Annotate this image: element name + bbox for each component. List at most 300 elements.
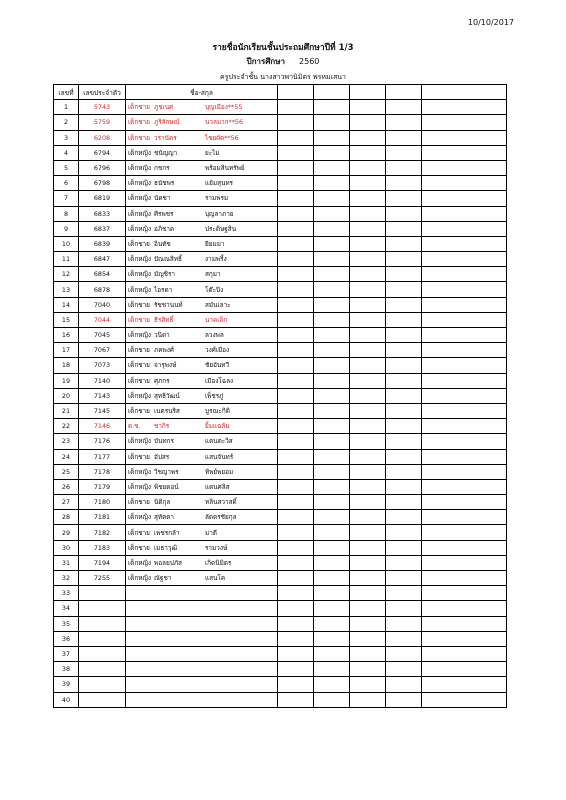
gender-title: เด็กหญิง: [128, 558, 151, 567]
student-id: [79, 601, 126, 616]
student-name: [126, 555, 278, 570]
blank-cell: [350, 419, 386, 434]
blank-column-header: [386, 85, 422, 100]
blank-cell: [386, 373, 422, 388]
table-row: [54, 160, 507, 175]
blank-cell: [314, 555, 350, 570]
blank-cell: [350, 191, 386, 206]
blank-cell: [278, 616, 314, 631]
last-name: บุญเมือง**55: [205, 103, 243, 112]
blank-cell: [278, 510, 314, 525]
last-name: รามพรม: [205, 194, 229, 203]
last-name: แย้มสุนทร: [205, 179, 233, 188]
gender-title: เด็กหญิง: [128, 224, 151, 233]
blank-cell: [422, 115, 507, 130]
blank-cell: [278, 252, 314, 267]
blank-cell: [422, 571, 507, 586]
student-id: [79, 692, 126, 707]
table-row: [54, 206, 507, 221]
first-name: ปัณณสิทธิ์: [154, 255, 182, 264]
blank-cell: [422, 616, 507, 631]
student-id: [79, 616, 126, 631]
blank-cell: [422, 176, 507, 191]
blank-cell: [422, 221, 507, 236]
blank-cell: [278, 388, 314, 403]
last-name: แดนตะวิส: [205, 437, 233, 446]
table-row: [54, 495, 507, 510]
row-number: 17: [54, 343, 79, 358]
blank-cell: [350, 145, 386, 160]
last-name: ลวงพล: [205, 331, 224, 340]
student-name: [126, 252, 278, 267]
blank-cell: [278, 328, 314, 343]
blank-cell: [422, 525, 507, 540]
gender-title: เด็กหญิง: [128, 513, 151, 522]
blank-cell: [386, 419, 422, 434]
row-number: 4: [54, 145, 79, 160]
academic-year-label: ปีการศึกษา: [246, 57, 286, 66]
blank-cell: [350, 130, 386, 145]
first-name: ภคพงศ์: [154, 346, 174, 355]
blank-cell: [422, 343, 507, 358]
blank-cell: [350, 358, 386, 373]
gender-title: เด็กหญิง: [128, 482, 151, 491]
student-name: [126, 510, 278, 525]
table-row: [54, 616, 507, 631]
table-row: [54, 540, 507, 555]
table-row: [54, 388, 507, 403]
blank-cell: [422, 236, 507, 251]
blank-cell: [278, 540, 314, 555]
student-name: [126, 662, 278, 677]
first-name: อินทัช: [154, 239, 171, 248]
blank-cell: [278, 434, 314, 449]
blank-cell: [386, 206, 422, 221]
blank-cell: [386, 115, 422, 130]
blank-cell: [386, 464, 422, 479]
blank-cell: [386, 282, 422, 297]
row-number: 28: [54, 510, 79, 525]
row-number: 35: [54, 616, 79, 631]
academic-year-value: 2560: [299, 57, 320, 66]
row-number: 6: [54, 176, 79, 191]
blank-cell: [278, 312, 314, 327]
blank-cell: [278, 525, 314, 540]
blank-cell: [350, 388, 386, 403]
blank-cell: [350, 115, 386, 130]
blank-cell: [314, 297, 350, 312]
blank-cell: [314, 236, 350, 251]
last-name: เพ็ชรภู่: [205, 391, 224, 400]
blank-cell: [422, 601, 507, 616]
blank-cell: [350, 343, 386, 358]
table-row: [54, 631, 507, 646]
student-name: [126, 677, 278, 692]
blank-cell: [386, 176, 422, 191]
blank-cell: [278, 646, 314, 661]
blank-cell: [350, 540, 386, 555]
blank-cell: [386, 358, 422, 373]
blank-cell: [386, 191, 422, 206]
row-number: 13: [54, 282, 79, 297]
student-name: [126, 130, 278, 145]
student-name: [126, 343, 278, 358]
row-number: 3: [54, 130, 79, 145]
blank-cell: [350, 252, 386, 267]
gender-title: เด็กหญิง: [128, 270, 151, 279]
student-name: [126, 115, 278, 130]
column-header-student-id: เลขประจำตัว: [79, 85, 126, 100]
row-number: 18: [54, 358, 79, 373]
last-name: นวลมาก**56: [205, 118, 244, 127]
first-name: พิชยดอน์: [154, 482, 179, 491]
first-name: นัดชา: [154, 194, 171, 203]
blank-cell: [314, 419, 350, 434]
student-id: 7181: [79, 510, 126, 525]
row-number: 26: [54, 479, 79, 494]
blank-cell: [350, 176, 386, 191]
blank-cell: [422, 267, 507, 282]
blank-cell: [386, 540, 422, 555]
student-name: [126, 449, 278, 464]
blank-cell: [278, 358, 314, 373]
table-row: [54, 236, 507, 251]
blank-cell: [386, 145, 422, 160]
blank-cell: [386, 479, 422, 494]
row-number: 25: [54, 464, 79, 479]
row-number: 2: [54, 115, 79, 130]
student-id: [79, 631, 126, 646]
first-name: พอลยปภัส: [154, 558, 182, 567]
table-row: [54, 555, 507, 570]
blank-cell: [422, 510, 507, 525]
blank-cell: [386, 221, 422, 236]
roster-body: [54, 100, 507, 708]
blank-cell: [422, 495, 507, 510]
last-name: แดนศลิส: [205, 482, 230, 491]
blank-cell: [386, 616, 422, 631]
blank-column-header: [422, 85, 507, 100]
student-id: 7177: [79, 449, 126, 464]
blank-cell: [386, 662, 422, 677]
table-row: [54, 586, 507, 601]
table-row: [54, 373, 507, 388]
blank-cell: [278, 176, 314, 191]
blank-cell: [314, 176, 350, 191]
last-name: สกุมา: [205, 270, 221, 279]
student-name: [126, 601, 278, 616]
first-name: ภูชเนศ: [154, 103, 174, 112]
first-name: ณัฐชา: [154, 574, 172, 583]
blank-cell: [350, 267, 386, 282]
blank-cell: [350, 510, 386, 525]
blank-cell: [422, 662, 507, 677]
blank-cell: [314, 525, 350, 540]
gender-title: เด็กหญิง: [128, 209, 151, 218]
last-name: บูรณะกิติ: [205, 407, 230, 416]
gender-title: เด็กชาย: [128, 103, 150, 112]
student-name: [126, 267, 278, 282]
last-name: เมืองโฉลง: [205, 376, 234, 385]
table-row: [54, 571, 507, 586]
blank-cell: [314, 267, 350, 282]
first-name: เพชรกล้า: [154, 528, 180, 537]
row-number: 31: [54, 555, 79, 570]
homeroom-teacher: ครูประจำชั้น นางสาวพานิมิตร พรหมเสนา: [220, 73, 346, 81]
blank-cell: [278, 206, 314, 221]
row-number: 1: [54, 100, 79, 115]
blank-cell: [278, 191, 314, 206]
blank-cell: [314, 403, 350, 418]
blank-cell: [350, 282, 386, 297]
student-id: 6837: [79, 221, 126, 236]
student-name: [126, 328, 278, 343]
gender-title: เด็กชาย: [128, 133, 150, 142]
first-name: เมธาวุฒิ: [154, 543, 178, 552]
last-name: ลัดดรชัยกุล: [205, 513, 237, 522]
table-row: [54, 328, 507, 343]
student-name: [126, 297, 278, 312]
blank-column-header: [314, 85, 350, 100]
blank-cell: [386, 236, 422, 251]
student-name: [126, 191, 278, 206]
column-header-name: ชื่อ-สกุล: [126, 85, 278, 100]
gender-title: เด็กหญิง: [128, 194, 151, 203]
blank-cell: [386, 631, 422, 646]
gender-title: เด็กหญิง: [128, 255, 151, 264]
blank-cell: [314, 312, 350, 327]
blank-cell: [314, 115, 350, 130]
blank-cell: [422, 631, 507, 646]
column-header-number: เลขที่: [54, 85, 79, 100]
blank-cell: [314, 479, 350, 494]
last-name: ชัยอันทวี: [205, 361, 230, 370]
row-number: 37: [54, 646, 79, 661]
blank-cell: [386, 586, 422, 601]
student-id: 7194: [79, 555, 126, 570]
student-name: [126, 160, 278, 175]
blank-cell: [278, 160, 314, 175]
student-name: [126, 631, 278, 646]
first-name: กชกร: [154, 164, 170, 173]
student-id: [79, 662, 126, 677]
blank-cell: [422, 540, 507, 555]
first-name: ศิรพชร: [154, 209, 174, 218]
student-name: [126, 312, 278, 327]
blank-cell: [422, 479, 507, 494]
blank-cell: [386, 100, 422, 115]
blank-cell: [422, 555, 507, 570]
student-id: 6796: [79, 160, 126, 175]
blank-cell: [350, 571, 386, 586]
first-name: ชากิร: [154, 422, 170, 431]
student-name: [126, 525, 278, 540]
row-number: 15: [54, 312, 79, 327]
blank-cell: [314, 221, 350, 236]
blank-cell: [278, 662, 314, 677]
blank-cell: [350, 677, 386, 692]
blank-cell: [386, 449, 422, 464]
blank-cell: [350, 601, 386, 616]
blank-cell: [386, 343, 422, 358]
table-row: [54, 176, 507, 191]
student-name: [126, 145, 278, 160]
blank-cell: [278, 495, 314, 510]
blank-cell: [422, 464, 507, 479]
table-row: [54, 646, 507, 661]
blank-cell: [350, 555, 386, 570]
blank-cell: [386, 692, 422, 707]
first-name: สุทัตดา: [154, 513, 175, 522]
row-number: 5: [54, 160, 79, 175]
student-name: [126, 176, 278, 191]
gender-title: ด.ช.: [128, 422, 141, 431]
print-date: 10/10/2017: [467, 18, 514, 27]
blank-cell: [314, 343, 350, 358]
last-name: รามวงษ์: [205, 543, 228, 552]
student-id: 6794: [79, 145, 126, 160]
student-id: 6798: [79, 176, 126, 191]
blank-cell: [278, 677, 314, 692]
student-id: 7176: [79, 434, 126, 449]
row-number: 34: [54, 601, 79, 616]
student-name: [126, 221, 278, 236]
gender-title: เด็กชาย: [128, 361, 150, 370]
student-name: [126, 692, 278, 707]
blank-cell: [386, 297, 422, 312]
student-id: 7073: [79, 358, 126, 373]
blank-cell: [314, 677, 350, 692]
last-name: ยียมมา: [205, 239, 225, 248]
row-number: 19: [54, 373, 79, 388]
student-name: [126, 373, 278, 388]
last-name: แสนโค: [205, 574, 226, 583]
blank-cell: [422, 373, 507, 388]
student-id: 6819: [79, 191, 126, 206]
gender-title: เด็กชาย: [128, 315, 150, 324]
row-number: 21: [54, 403, 79, 418]
student-id: 7067: [79, 343, 126, 358]
last-name: ไชยผัด**56: [205, 133, 239, 142]
blank-cell: [278, 464, 314, 479]
student-name: [126, 358, 278, 373]
table-row: [54, 677, 507, 692]
last-name: เกิดนิมิตร: [205, 558, 232, 567]
blank-cell: [386, 160, 422, 175]
blank-cell: [422, 100, 507, 115]
first-name: วิชญาพร: [154, 467, 179, 476]
blank-cell: [422, 449, 507, 464]
first-name: อภิชาด: [154, 224, 175, 233]
first-name: นิติกุล: [154, 498, 171, 507]
blank-cell: [278, 145, 314, 160]
gender-title: เด็กชาย: [128, 407, 150, 416]
student-id: 7179: [79, 479, 126, 494]
row-number: 16: [54, 328, 79, 343]
blank-cell: [422, 312, 507, 327]
blank-cell: [314, 510, 350, 525]
blank-cell: [386, 646, 422, 661]
blank-cell: [386, 677, 422, 692]
blank-cell: [350, 586, 386, 601]
row-number: 38: [54, 662, 79, 677]
table-row: [54, 130, 507, 145]
blank-cell: [422, 297, 507, 312]
blank-cell: [422, 586, 507, 601]
student-id: 7045: [79, 328, 126, 343]
table-row: [54, 662, 507, 677]
blank-cell: [386, 495, 422, 510]
blank-cell: [314, 616, 350, 631]
table-row: [54, 282, 507, 297]
student-id: 7143: [79, 388, 126, 403]
blank-cell: [350, 479, 386, 494]
table-row: [54, 434, 507, 449]
student-name: [126, 586, 278, 601]
student-id: 7182: [79, 525, 126, 540]
blank-cell: [422, 160, 507, 175]
first-name: ธีรสิทธิ์: [154, 315, 174, 324]
blank-cell: [350, 692, 386, 707]
table-header-row: [54, 85, 507, 100]
blank-cell: [278, 282, 314, 297]
blank-cell: [422, 403, 507, 418]
blank-cell: [314, 206, 350, 221]
blank-cell: [422, 145, 507, 160]
blank-cell: [314, 100, 350, 115]
table-row: [54, 419, 507, 434]
table-row: [54, 449, 507, 464]
table-row: [54, 145, 507, 160]
blank-cell: [422, 328, 507, 343]
gender-title: เด็กชาย: [128, 543, 150, 552]
blank-cell: [422, 358, 507, 373]
blank-cell: [314, 631, 350, 646]
student-id: [79, 646, 126, 661]
blank-cell: [314, 130, 350, 145]
last-name: มาดี: [205, 528, 217, 537]
blank-cell: [422, 252, 507, 267]
blank-cell: [350, 403, 386, 418]
row-number: 24: [54, 449, 79, 464]
gender-title: เด็กชาย: [128, 239, 150, 248]
blank-cell: [278, 449, 314, 464]
student-roster-table: [53, 84, 507, 708]
blank-cell: [278, 692, 314, 707]
student-name: [126, 540, 278, 555]
blank-cell: [314, 145, 350, 160]
table-row: [54, 692, 507, 707]
last-name: สมันเลาะ: [205, 300, 231, 309]
blank-cell: [278, 555, 314, 570]
blank-cell: [314, 495, 350, 510]
blank-column-header: [350, 85, 386, 100]
first-name: ไอรดา: [154, 285, 173, 294]
last-name: ยะไม: [205, 148, 220, 157]
blank-cell: [350, 464, 386, 479]
gender-title: เด็กหญิง: [128, 164, 151, 173]
student-name: [126, 479, 278, 494]
table-row: [54, 510, 507, 525]
table-row: [54, 191, 507, 206]
blank-cell: [314, 586, 350, 601]
last-name: พร้อมสินทรัพย์: [205, 164, 245, 173]
table-row: [54, 525, 507, 540]
student-id: 6854: [79, 267, 126, 282]
table-row: [54, 267, 507, 282]
blank-cell: [314, 571, 350, 586]
last-name: ทิพย์พยอม: [205, 467, 234, 476]
